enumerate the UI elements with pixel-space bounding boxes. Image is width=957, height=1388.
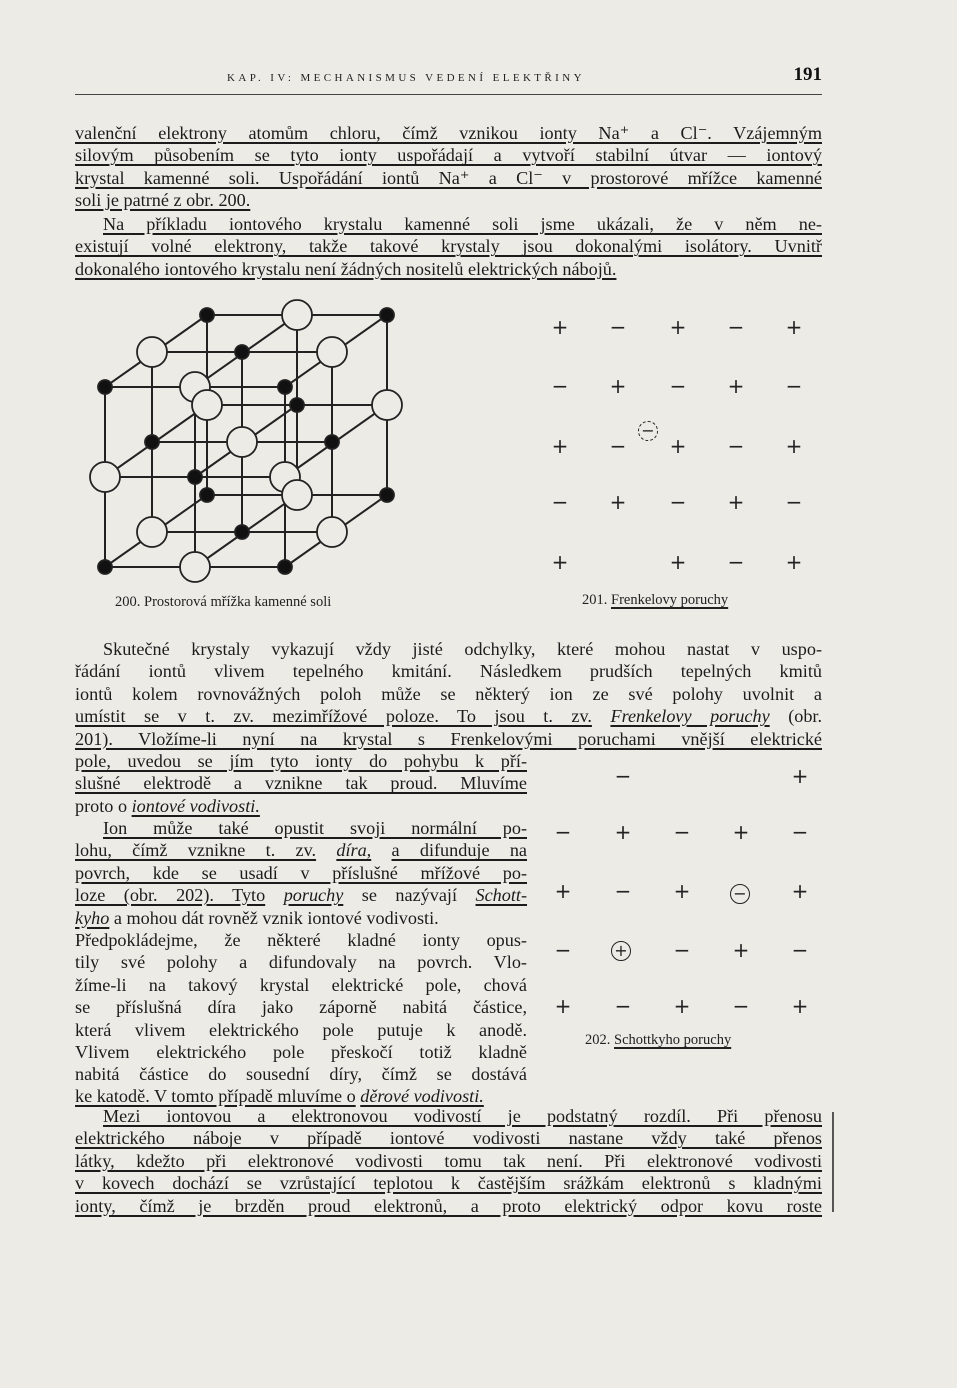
page-header xyxy=(75,62,822,95)
text-line: Ion může také opustit svoji normální po- xyxy=(103,818,527,838)
ion-sign: + xyxy=(673,994,691,1018)
text-span: lohu, čímž vznikne t. zv. xyxy=(75,840,317,861)
positive-vacancy-ion: + xyxy=(611,941,631,961)
text-line: valenční elektrony atomům chloru, čímž vznikou ionty Na⁺ a Cl⁻. Vzájemným xyxy=(75,123,822,143)
text-line: Mezi iontovou a elektronovou vodivostí je podstatný rozdíl. Při přenosu xyxy=(103,1106,822,1126)
ion-sign: + xyxy=(785,315,803,339)
ion-sign: − xyxy=(609,315,627,339)
ion-sign: + xyxy=(551,550,569,574)
ion-sign: + xyxy=(785,550,803,574)
text-line: se příslušná díra jako záporně nabitá částice, xyxy=(75,997,527,1018)
figure-200-caption: 200. Prostorová mřížka kamenné soli xyxy=(115,594,332,610)
text-span: loze (obr. 202). Tyto xyxy=(75,885,266,906)
text-line: iontů kolem rovnovážných poloh může se některý ion ze své polohy uvolnit a xyxy=(75,683,822,704)
paragraph-2 xyxy=(75,213,822,280)
text-span: proto o xyxy=(75,795,128,816)
text-line: Předpokládejme, že některé kladné ionty opus- xyxy=(75,930,527,950)
text-line: 201). Vložíme-li nyní na krystal s Frenkelovými poruchami vnější elektrické xyxy=(75,728,822,749)
ion-sign: − xyxy=(785,490,803,514)
text-line: ionty, čímž je brzděn proud elektronů, a proto elektrický odpor kovu roste xyxy=(75,1195,822,1216)
running-title: KAP. IV: MECHANISMUS VEDENÍ ELEKTŘINY xyxy=(227,72,585,84)
text-span: se nazývají xyxy=(361,885,458,906)
text-line xyxy=(75,705,822,727)
negative-vacancy-ion: − xyxy=(730,884,750,904)
ion-sign: − xyxy=(669,490,687,514)
text-span: a difunduje na xyxy=(391,840,528,861)
ion-sign: − xyxy=(609,434,627,458)
paragraph-6 xyxy=(75,1105,822,1217)
ion-sign: + xyxy=(614,820,632,844)
ion-sign: + xyxy=(669,550,687,574)
page-number: 191 xyxy=(793,64,822,85)
caption-text: Frenkelovy poruchy xyxy=(611,592,729,608)
paragraph-1 xyxy=(75,122,822,212)
ion-sign: + xyxy=(785,434,803,458)
text-span: ke katodě. V tomto případě mluvíme o xyxy=(75,1086,356,1106)
ion-sign: + xyxy=(727,374,745,398)
ion-sign: − xyxy=(727,434,745,458)
ion-sign: − xyxy=(551,490,569,514)
ion-sign: − xyxy=(614,994,632,1018)
text-line: tily své polohy a difundovaly na povrch. Vlo- xyxy=(75,952,527,973)
ion-sign: + xyxy=(732,820,750,844)
rock-salt-lattice-figure xyxy=(85,295,405,590)
term-hole: díra, xyxy=(336,840,372,861)
text-line: pole, uvedou se jím tyto ionty do pohybu k pří- xyxy=(75,751,527,771)
text-line: látky, kdežto při elektronové vodivosti tomu tak není. Při elektronové vodivosti xyxy=(75,1150,822,1171)
text-line: v kovech dochází se vzrůstající teplotou k častějším srážkám elektronů s kladnými xyxy=(75,1173,822,1194)
ion-sign: − xyxy=(551,374,569,398)
caption-text: Schottkyho poruchy xyxy=(614,1032,732,1048)
ion-sign: − xyxy=(614,879,632,903)
text-span: a mohou dát rovněž vznik iontové vodivosti. xyxy=(113,907,439,928)
figure-201-caption xyxy=(582,592,728,609)
ion-sign: − xyxy=(791,938,809,962)
text-line: krystal kamenné soli. Uspořádání iontů Na⁺ a Cl⁻ v prostorové mřížce kamenné xyxy=(75,167,822,188)
ion-sign: + xyxy=(609,490,627,514)
text-line: elektrického náboje v případě iontové vodivosti nastane vždy také přenos xyxy=(75,1128,822,1149)
term-schottky-cont: kyho xyxy=(75,907,110,928)
text-line: řádání iontů vlivem tepelného kmitání. Následkem prudších tepelných kmitů xyxy=(75,661,822,682)
interstitial-ion: − xyxy=(638,421,658,441)
ion-sign: + xyxy=(669,434,687,458)
ion-sign: − xyxy=(727,550,745,574)
text-line xyxy=(75,884,527,906)
caption-number: 201. xyxy=(582,592,608,608)
text-line: Skutečné krystaly vykazují vždy jisté odchylky, které mohou nastat v uspo- xyxy=(103,639,822,659)
ion-sign: + xyxy=(609,374,627,398)
text-line: povrch, kde se usadí v příslušné mřížové po- xyxy=(75,862,527,883)
text-line: nabitá částice do sousední díry, čímž se dostává xyxy=(75,1064,527,1085)
text-line: silovým působením se tyto ionty uspořádají a vytvoří stabilní útvar — iontový xyxy=(75,145,822,166)
ion-sign: − xyxy=(669,374,687,398)
paragraph-3 xyxy=(75,638,822,750)
text-line: dokonalého iontového krystalu není žádných nositelů elektrických nábojů. xyxy=(75,258,617,279)
term-frenkel: Frenkelovy poruchy xyxy=(610,706,770,727)
text-line xyxy=(75,795,527,817)
ion-sign: + xyxy=(791,994,809,1018)
text-line: Na příkladu iontového krystalu kamenné soli jsme ukázali, že v něm ne- xyxy=(103,214,822,234)
ion-sign: + xyxy=(551,434,569,458)
ion-sign: + xyxy=(669,315,687,339)
text-line xyxy=(75,907,527,929)
ion-sign: − xyxy=(614,764,632,788)
term-hole-conductivity: děrové vodivosti. xyxy=(360,1086,484,1106)
ion-sign: + xyxy=(791,879,809,903)
ion-sign: + xyxy=(554,994,572,1018)
term-defects: poruchy xyxy=(283,885,344,906)
text-span: umístit se v t. zv. mezimřížové poloze. To jsou t. zv. xyxy=(75,706,592,727)
ion-sign: + xyxy=(732,938,750,962)
paragraph-5 xyxy=(75,929,527,1086)
figure-202-caption xyxy=(585,1032,731,1049)
text-span: (obr. xyxy=(788,706,823,727)
margin-mark xyxy=(832,1112,834,1212)
ion-sign: + xyxy=(673,879,691,903)
text-line: která vlivem elektrického pole putuje k anodě. xyxy=(75,1019,527,1040)
paragraph-3-continued xyxy=(75,750,527,817)
ion-sign: − xyxy=(732,994,750,1018)
ion-sign: + xyxy=(727,490,745,514)
ion-sign: + xyxy=(551,315,569,339)
ion-sign: − xyxy=(791,820,809,844)
ion-sign: − xyxy=(673,820,691,844)
text-line: slušné elektrodě a vznikne tak proud. Mluvíme xyxy=(75,773,527,794)
caption-number: 202. xyxy=(585,1032,611,1048)
ion-sign: − xyxy=(727,315,745,339)
ion-sign: + xyxy=(791,764,809,788)
paragraph-4 xyxy=(75,817,527,929)
text-line: soli je patrné z obr. 200. xyxy=(75,190,251,211)
ion-sign: + xyxy=(554,879,572,903)
ion-sign: − xyxy=(785,374,803,398)
term-ion-conductivity: iontové vodivosti. xyxy=(131,795,260,816)
ion-sign: − xyxy=(554,820,572,844)
ion-sign: − xyxy=(673,938,691,962)
text-line: existují volné elektrony, takže takové krystaly jsou dokonalými isolátory. Uvnitř xyxy=(75,236,822,257)
text-line: Vlivem elektrického pole přeskočí totiž kladně xyxy=(75,1041,527,1062)
text-line: žíme-li na takový krystal elektrické pole, chová xyxy=(75,974,527,995)
text-line xyxy=(75,839,527,861)
term-schottky: Schott- xyxy=(475,885,528,906)
ion-sign: − xyxy=(554,938,572,962)
